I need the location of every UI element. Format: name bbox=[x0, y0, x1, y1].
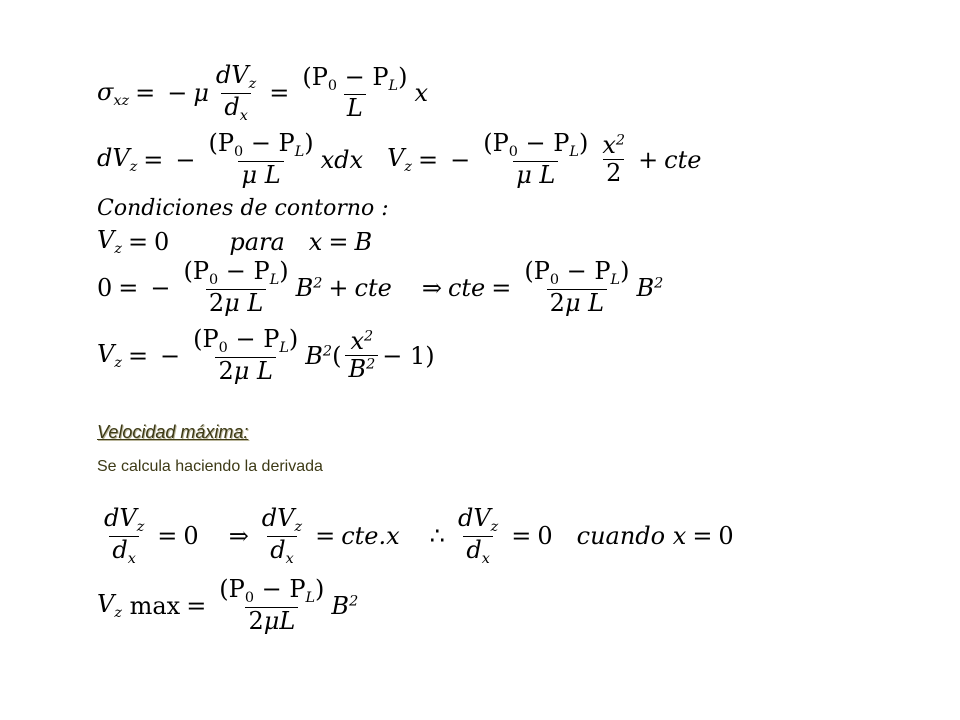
equation-velocity-profile: $V_z$ = − $\frac{(P_0 - P_L)}{\text{2μ L}}$ $B^2$ ( $\frac{x^2}{B^2}$ − 1) bbox=[97, 325, 435, 385]
equation-max-velocity: $V_z$ max = $\frac{(P_0 - P_L)}{2\mu L}$ $B^2$ bbox=[97, 575, 359, 635]
equation-shear-stress: $\sigma_{xz}$ = − μ $\frac{dV_z}{d_x}$ = $\frac{(P_0 - P_L)}{L}$ x bbox=[97, 61, 428, 124]
section-heading: Velocidad máxima: bbox=[97, 422, 249, 442]
cte-term: cte bbox=[664, 145, 702, 174]
boundary-conditions-label: Condiciones de contorno : bbox=[97, 196, 389, 221]
equation-velocity-integration: $dV_z$ = − $\frac{(P_0 - P_L)}{\text{μ L}}$ xdx $V_z$ = − $\frac{(P_0 - P_L)}{\text{μ L}}$ $\frac{x^2}{2}$ + cte bbox=[97, 129, 702, 189]
equation-constant: 0 = − $\frac{(P_0 - P_L)}{\text{2μ L}}$ $B^2$ + cte ⇒ cte = $\frac{(P_0 - P_L)}{\text{2μ L}}$ $B^2$ bbox=[97, 257, 664, 317]
body-text: Se calcula haciendo la derivada bbox=[97, 458, 323, 475]
equation-boundary-condition: $V_z$ = 0 para x = B bbox=[97, 226, 373, 258]
equation-derivative: $\frac{dV_z}{d_x}$ = 0 ⇒ $\frac{dV_z}{d_x}$ = cte.x ∴ $\frac{dV_z}{d_x}$ = 0 cuando x = 0 bbox=[104, 504, 734, 567]
